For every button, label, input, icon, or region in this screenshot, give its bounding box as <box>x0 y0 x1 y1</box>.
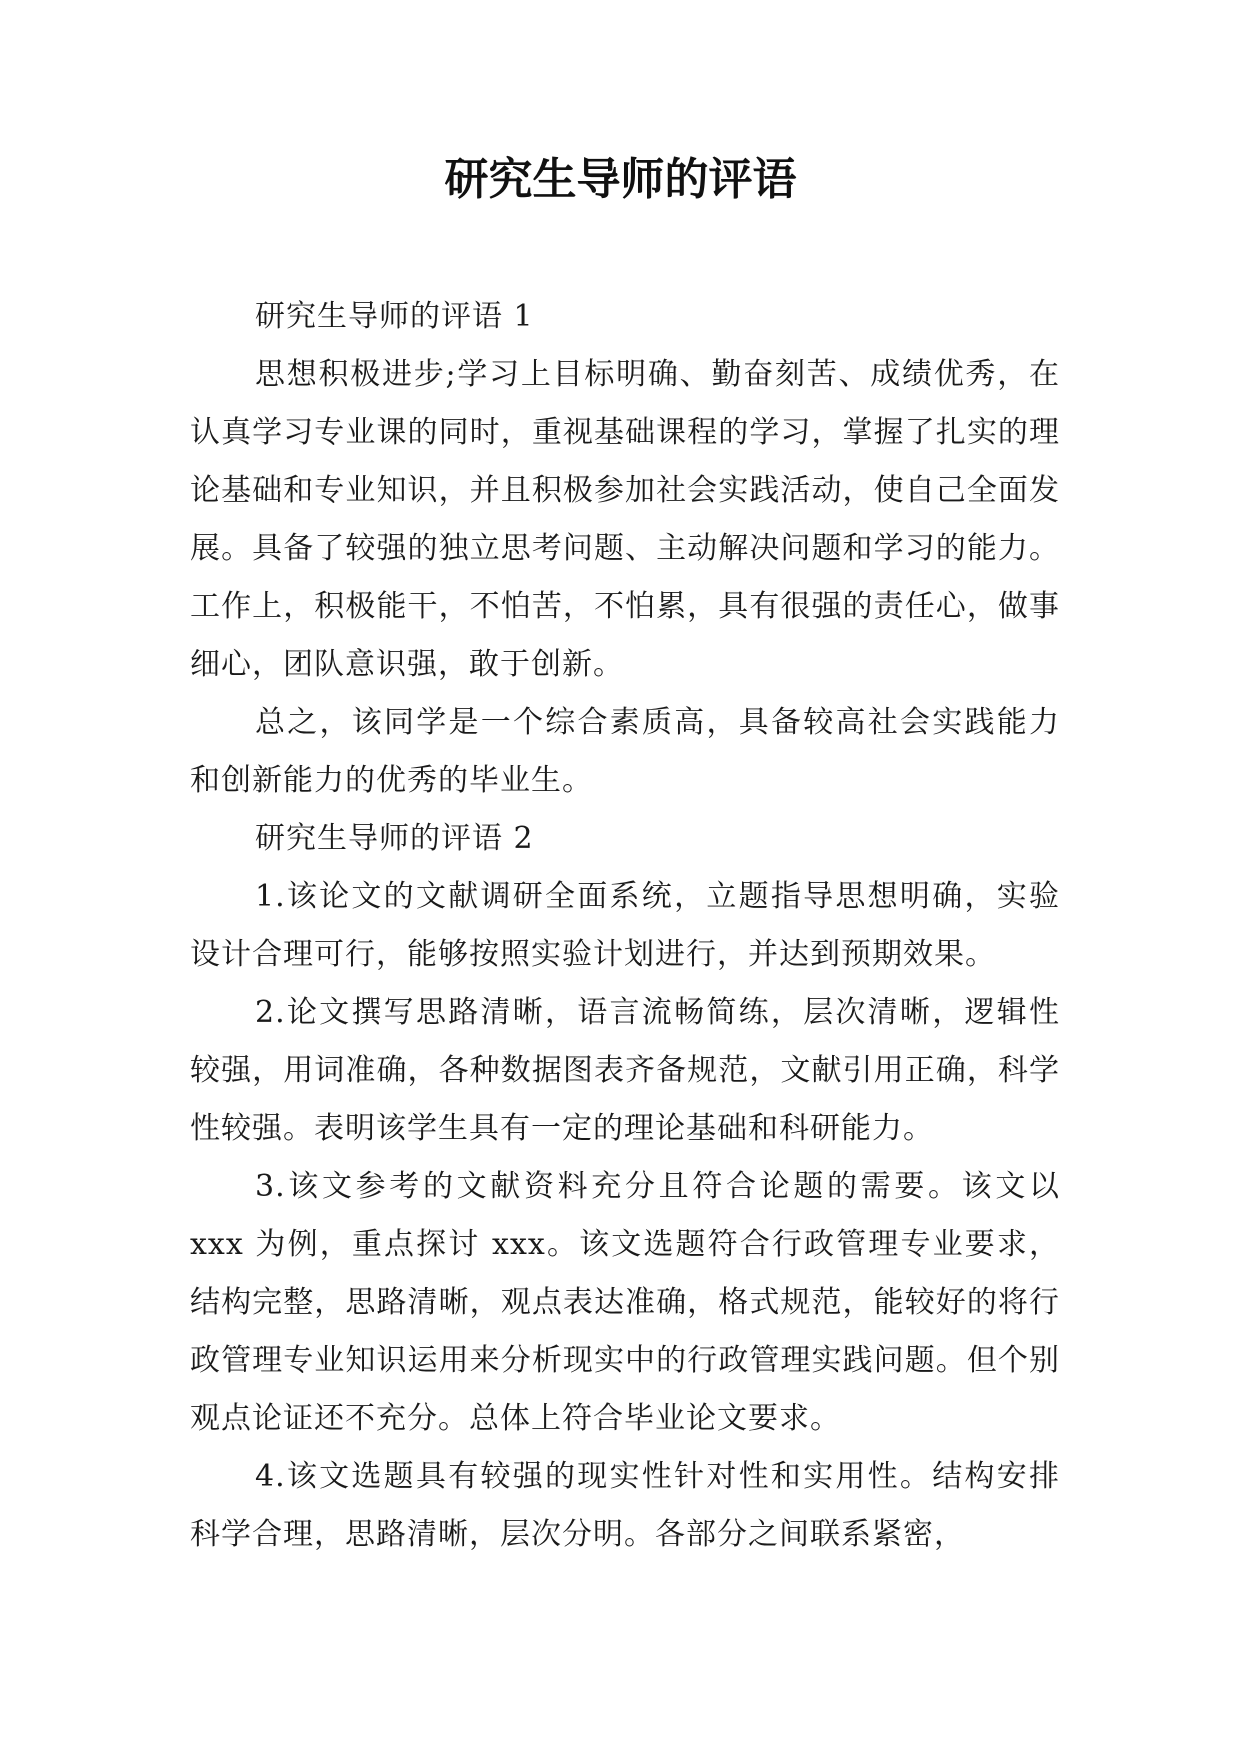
paragraph-item-2: 2.论文撰写思路清晰，语言流畅简练，层次清晰，逻辑性较强，用词准确，各种数据图表齐备规范，文献引用正确，科学性较强。表明该学生具有一定的理论基础和科研能力。 <box>190 995 1060 1146</box>
document-body <box>190 288 1060 1564</box>
document-title: 研究生导师的评语 <box>444 154 797 205</box>
paragraph-item-1: 1.该论文的文献调研全面系统，立题指导思想明确，实验设计合理可行，能够按照实验计划进行，并达到预期效果。 <box>190 879 1060 972</box>
section-heading-1: 研究生导师的评语 1 <box>255 299 534 334</box>
paragraph-item-4: 4.该文选题具有较强的现实性针对性和实用性。结构安排科学合理，思路清晰，层次分明。各部分之间联系紧密， <box>190 1459 1060 1552</box>
paragraph-comment-1: 思想积极进步;学习上目标明确、勤奋刻苦、成绩优秀，在认真学习专业课的同时，重视基础课程的学习，掌握了扎实的理论基础和专业知识，并且积极参加社会实践活动，使自己全面发展。具备了较强的独立思考问题、主动解决问题和学习的能力。工作上，积极能干，不怕苦，不怕累，具有很强的责任心，做事细心，团队意识强，敢于创新。 <box>190 357 1060 682</box>
paragraph-item-3: 3.该文参考的文献资料充分且符合论题的需要。该文以 xxx 为例，重点探讨 xxx。该文选题符合行政管理专业要求，结构完整，思路清晰，观点表达准确，格式规范，能较好的将行政管理专业知识运用来分析现实中的行政管理实践问题。但个别观点论证还不充分。总体上符合毕业论文要求。 <box>190 1169 1060 1436</box>
section-heading-2: 研究生导师的评语 2 <box>255 821 534 856</box>
paragraph-summary: 总之，该同学是一个综合素质高，具备较高社会实践能力和创新能力的优秀的毕业生。 <box>190 705 1060 798</box>
